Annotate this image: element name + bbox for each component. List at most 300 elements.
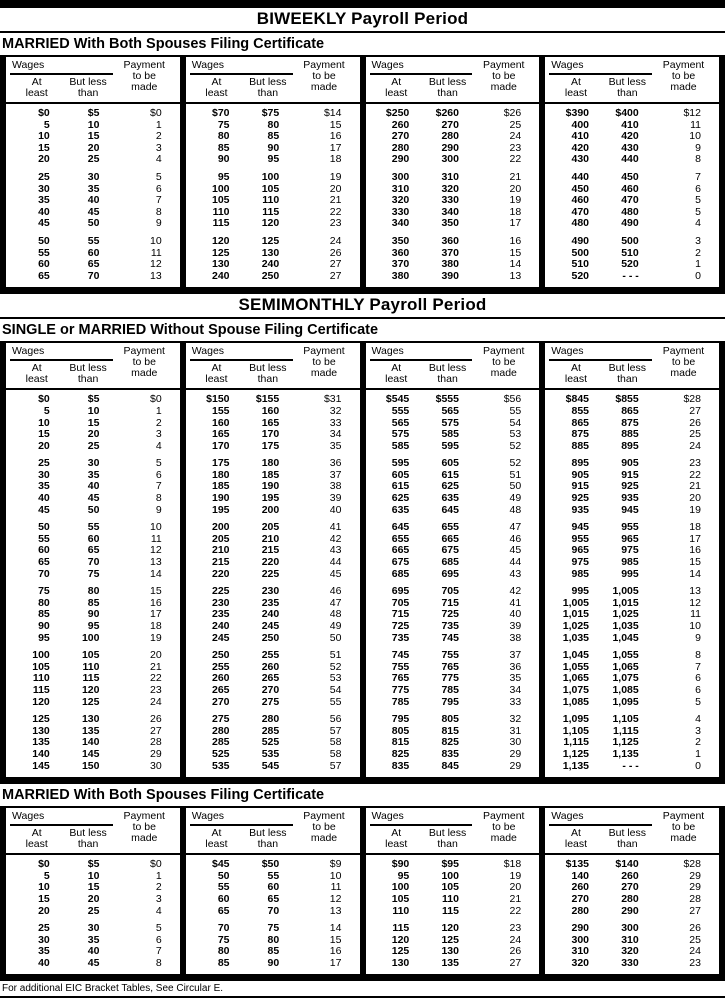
at-least-header-cell bbox=[370, 828, 423, 850]
wage-subheaders bbox=[190, 828, 293, 850]
but-less-value: 110 bbox=[262, 194, 280, 207]
row-block bbox=[549, 586, 715, 644]
wage-row bbox=[190, 259, 356, 271]
but-less-value: 120 bbox=[261, 217, 280, 230]
but-less-value: 340 bbox=[441, 205, 459, 218]
group-header bbox=[545, 808, 719, 855]
but-less-value: 245 bbox=[261, 620, 280, 632]
but-less-value: 775 bbox=[441, 672, 459, 685]
payroll-tables bbox=[0, 8, 725, 981]
wage-row bbox=[549, 697, 715, 709]
but-less-value: 60 bbox=[87, 246, 100, 259]
group-header bbox=[545, 343, 719, 390]
but-less-header: But less than bbox=[428, 76, 467, 99]
but-less-value: 65 bbox=[267, 892, 280, 905]
row-block bbox=[370, 236, 536, 282]
at-least-value: 705 bbox=[391, 596, 410, 609]
payment-value: 53 bbox=[509, 428, 522, 441]
wage-column-group bbox=[6, 808, 180, 974]
wage-row bbox=[10, 259, 176, 271]
row-block bbox=[370, 172, 536, 230]
but-less-value: 95 bbox=[87, 620, 100, 632]
payment-header: Payment to be made bbox=[303, 59, 345, 93]
at-least-value: 15 bbox=[38, 428, 50, 441]
payment-value: 23 bbox=[689, 457, 701, 470]
at-least-value: 80 bbox=[217, 130, 230, 143]
but-less-value: 500 bbox=[621, 234, 639, 247]
at-least-value: 105 bbox=[211, 194, 230, 207]
payment-value: 7 bbox=[155, 194, 162, 207]
but-less-value: 470 bbox=[621, 194, 639, 207]
at-least-value: 95 bbox=[217, 170, 230, 183]
but-less-value: 30 bbox=[87, 170, 100, 183]
wages-header: Wages bbox=[190, 811, 293, 826]
payment-value: 25 bbox=[509, 118, 522, 131]
at-least-value: 115 bbox=[212, 217, 230, 230]
but-less-value: $5 bbox=[87, 107, 100, 119]
payment-header: Payment to be made bbox=[483, 59, 525, 93]
at-least-value: 675 bbox=[391, 556, 410, 569]
payment-value: 2 bbox=[695, 246, 701, 259]
but-less-header-cell bbox=[63, 363, 112, 385]
but-less-value: 665 bbox=[441, 532, 459, 545]
payment-value: 42 bbox=[509, 585, 522, 598]
at-least-header: At least bbox=[564, 76, 588, 99]
but-less-value: 125 bbox=[81, 695, 100, 708]
payment-value: 29 bbox=[150, 747, 162, 760]
at-least-value: 155 bbox=[211, 404, 230, 417]
at-least-header: At least bbox=[25, 362, 48, 386]
but-less-value: 450 bbox=[621, 170, 639, 183]
payment-value: 3 bbox=[155, 892, 162, 905]
payment-value: 21 bbox=[509, 892, 522, 905]
at-least-value: 420 bbox=[571, 141, 590, 154]
wage-row bbox=[190, 894, 356, 906]
at-least-value: 40 bbox=[38, 956, 50, 969]
payment-value: 18 bbox=[329, 153, 342, 166]
payment-value: 11 bbox=[330, 881, 342, 894]
row-block bbox=[549, 650, 715, 708]
group-header bbox=[366, 343, 540, 390]
but-less-value: 925 bbox=[621, 480, 639, 493]
payment-value: 46 bbox=[329, 585, 342, 598]
period-title: SEMIMONTHLY Payroll Period bbox=[0, 294, 725, 319]
wage-row bbox=[10, 569, 176, 581]
wage-row bbox=[190, 195, 356, 207]
but-less-value: 1,035 bbox=[612, 620, 639, 632]
at-least-value: 270 bbox=[391, 130, 410, 143]
wage-row bbox=[370, 714, 536, 726]
but-less-value: 785 bbox=[441, 683, 459, 696]
wage-subheaders bbox=[549, 77, 652, 99]
but-less-value: 735 bbox=[441, 620, 459, 632]
at-least-value: 1,105 bbox=[562, 724, 590, 737]
wage-row bbox=[10, 172, 176, 184]
but-less-value: 130 bbox=[81, 713, 100, 726]
wage-subheaders bbox=[190, 363, 293, 385]
but-less-value: 745 bbox=[441, 631, 459, 644]
but-less-value: $75 bbox=[261, 107, 280, 119]
wage-row bbox=[370, 894, 536, 906]
but-less-value: 915 bbox=[621, 468, 639, 481]
payment-value: 48 bbox=[509, 503, 522, 516]
at-least-value: 1,085 bbox=[562, 695, 590, 708]
wage-column-group bbox=[6, 57, 180, 287]
but-less-value: 510 bbox=[621, 246, 639, 259]
but-less-value: 1,125 bbox=[612, 736, 639, 749]
row-block bbox=[190, 172, 356, 230]
at-least-value: 40 bbox=[38, 205, 50, 218]
group-header bbox=[6, 808, 180, 855]
payment-value: 12 bbox=[689, 596, 701, 609]
row-block bbox=[190, 923, 356, 969]
at-least-value: 85 bbox=[217, 956, 230, 969]
payment-value: 6 bbox=[155, 182, 162, 195]
wage-subheaders bbox=[370, 77, 473, 99]
wage-rows bbox=[366, 104, 540, 287]
but-less-value: 995 bbox=[621, 567, 639, 580]
payment-value: 10 bbox=[689, 130, 701, 143]
but-less-header: But less than bbox=[608, 76, 646, 99]
at-least-value: 230 bbox=[211, 596, 230, 609]
payment-value: 26 bbox=[689, 922, 701, 935]
but-less-value: 60 bbox=[87, 532, 100, 545]
at-least-value: 85 bbox=[217, 141, 230, 154]
at-least-value: 50 bbox=[217, 869, 230, 882]
at-least-value: 885 bbox=[571, 439, 590, 452]
payment-value: 17 bbox=[509, 217, 522, 230]
but-less-value: 20 bbox=[87, 141, 100, 154]
payment-value: 26 bbox=[150, 713, 162, 726]
wage-row bbox=[549, 923, 715, 935]
payment-value: 55 bbox=[329, 695, 342, 708]
wage-column-group bbox=[366, 343, 540, 777]
row-block bbox=[10, 108, 176, 166]
but-less-value: 320 bbox=[441, 182, 459, 195]
at-least-value: 250 bbox=[211, 649, 230, 662]
payment-value: 9 bbox=[155, 503, 162, 516]
group-header bbox=[366, 57, 540, 104]
payment-value: 13 bbox=[689, 585, 701, 598]
payment-value: 3 bbox=[695, 234, 701, 247]
payment-value: 34 bbox=[509, 683, 522, 696]
but-less-value: 265 bbox=[261, 672, 280, 685]
row-block bbox=[370, 714, 536, 772]
but-less-value: 1,135 bbox=[612, 747, 639, 760]
at-least-value: 795 bbox=[391, 713, 410, 726]
at-least-value: $390 bbox=[565, 107, 590, 119]
wage-row bbox=[370, 172, 536, 184]
but-less-value: 1,085 bbox=[612, 683, 639, 696]
at-least-value: 925 bbox=[571, 492, 590, 505]
but-less-header-cell bbox=[423, 363, 472, 385]
payment-value: 16 bbox=[329, 130, 342, 143]
wage-row bbox=[370, 621, 536, 633]
but-less-value: 210 bbox=[261, 532, 280, 545]
but-less-value: 460 bbox=[621, 182, 639, 195]
payment-value: 57 bbox=[329, 759, 342, 772]
but-less-value: 685 bbox=[441, 556, 459, 569]
wages-header-area bbox=[370, 60, 473, 99]
but-less-value: 45 bbox=[87, 956, 100, 969]
but-less-value: 440 bbox=[621, 153, 639, 166]
but-less-value: 905 bbox=[621, 457, 639, 470]
wage-row bbox=[370, 218, 536, 230]
but-less-value: 25 bbox=[87, 439, 100, 452]
payment-value: 11 bbox=[150, 532, 162, 545]
at-least-header-cell bbox=[10, 77, 63, 99]
at-least-value: 915 bbox=[571, 480, 590, 493]
but-less-value: 105 bbox=[81, 649, 100, 662]
wage-row bbox=[549, 761, 715, 773]
at-least-value: 240 bbox=[211, 269, 230, 282]
at-least-value: 190 bbox=[211, 492, 230, 505]
wage-row bbox=[370, 195, 536, 207]
at-least-value: 100 bbox=[32, 649, 50, 662]
at-least-value: 300 bbox=[571, 933, 590, 946]
wages-header-area bbox=[370, 811, 473, 850]
at-least-value: 775 bbox=[391, 683, 410, 696]
but-less-value: 150 bbox=[81, 759, 100, 772]
at-least-value: 170 bbox=[211, 439, 230, 452]
payment-header-cell bbox=[113, 60, 176, 93]
but-less-value: $5 bbox=[87, 393, 100, 406]
at-least-value: 125 bbox=[211, 246, 230, 259]
wage-row bbox=[10, 154, 176, 166]
but-less-value: 235 bbox=[261, 596, 280, 609]
at-least-value: 270 bbox=[571, 892, 590, 905]
payment-value: $9 bbox=[329, 858, 342, 871]
at-least-value: 965 bbox=[571, 544, 590, 557]
wage-rows bbox=[366, 855, 540, 974]
wage-row bbox=[190, 172, 356, 184]
but-less-value: 220 bbox=[261, 556, 280, 569]
at-least-value: 735 bbox=[391, 631, 410, 644]
payment-value: 13 bbox=[509, 269, 522, 282]
wage-row bbox=[190, 154, 356, 166]
payment-value: 10 bbox=[329, 869, 342, 882]
wage-row bbox=[190, 621, 356, 633]
but-less-value: 360 bbox=[441, 234, 459, 247]
at-least-value: 275 bbox=[211, 713, 230, 726]
payment-value: 14 bbox=[689, 567, 701, 580]
at-least-value: 120 bbox=[391, 933, 410, 946]
payment-value: 14 bbox=[329, 922, 342, 935]
payment-value: 39 bbox=[329, 492, 342, 505]
payment-value: 54 bbox=[329, 683, 342, 696]
but-less-value: 605 bbox=[441, 457, 459, 470]
payment-value: 54 bbox=[509, 416, 522, 429]
wage-rows bbox=[6, 855, 180, 974]
group-header bbox=[6, 57, 180, 104]
payment-value: 4 bbox=[695, 713, 701, 726]
at-least-value: $150 bbox=[206, 393, 230, 406]
at-least-value: $90 bbox=[391, 858, 410, 871]
payment-value: 8 bbox=[155, 492, 162, 505]
wage-row bbox=[190, 271, 356, 283]
payment-value: $14 bbox=[323, 107, 342, 119]
payment-value: 32 bbox=[329, 404, 342, 417]
wage-row bbox=[370, 505, 536, 517]
but-less-value: 725 bbox=[441, 608, 459, 621]
payment-value: 9 bbox=[695, 141, 701, 154]
payment-value: 16 bbox=[689, 544, 701, 557]
payment-value: 25 bbox=[689, 933, 701, 946]
at-least-value: 85 bbox=[38, 608, 50, 621]
wage-row bbox=[370, 906, 536, 918]
but-less-value: 370 bbox=[441, 246, 459, 259]
wage-row bbox=[10, 195, 176, 207]
but-less-value: 410 bbox=[621, 118, 639, 131]
at-least-value: 5 bbox=[43, 118, 50, 131]
at-least-value: 130 bbox=[211, 258, 230, 271]
at-least-value: 280 bbox=[391, 141, 410, 154]
but-less-value: 520 bbox=[621, 258, 639, 271]
payment-value: 16 bbox=[150, 596, 162, 609]
payment-value: 47 bbox=[509, 521, 522, 534]
at-least-value: 310 bbox=[571, 945, 590, 958]
but-less-value: 35 bbox=[87, 933, 100, 946]
payment-value: 21 bbox=[689, 480, 701, 493]
wages-header: Wages bbox=[10, 60, 113, 75]
payment-value: 5 bbox=[155, 922, 162, 935]
row-block bbox=[10, 923, 176, 969]
but-less-value: 90 bbox=[267, 956, 280, 969]
section-divider bbox=[0, 287, 725, 294]
wage-row bbox=[549, 218, 715, 230]
payment-value: 37 bbox=[509, 649, 522, 662]
at-least-value: 20 bbox=[38, 904, 50, 917]
wage-rows bbox=[186, 390, 360, 777]
but-less-value: 55 bbox=[87, 521, 100, 534]
wage-row bbox=[370, 749, 536, 761]
wage-row bbox=[549, 259, 715, 271]
row-block bbox=[549, 458, 715, 516]
payment-header: Payment to be made bbox=[483, 345, 525, 380]
payment-value: 11 bbox=[150, 246, 162, 259]
payment-value: $31 bbox=[323, 393, 342, 406]
at-least-value: 140 bbox=[32, 747, 50, 760]
payment-value: 9 bbox=[155, 217, 162, 230]
payment-value: 26 bbox=[689, 416, 701, 429]
payment-value: 32 bbox=[509, 713, 522, 726]
payment-value: 25 bbox=[689, 428, 701, 441]
wage-row bbox=[190, 429, 356, 441]
wage-row bbox=[370, 761, 536, 773]
wage-row bbox=[10, 906, 176, 918]
at-least-value: 130 bbox=[32, 724, 50, 737]
payment-value: 22 bbox=[150, 672, 162, 685]
at-least-header-cell bbox=[370, 77, 423, 99]
at-least-value: 25 bbox=[38, 457, 50, 470]
at-least-value: 280 bbox=[571, 904, 590, 917]
payment-value: 10 bbox=[689, 620, 701, 632]
payment-value: 23 bbox=[509, 922, 522, 935]
payment-value: 13 bbox=[329, 904, 342, 917]
row-block bbox=[370, 586, 536, 644]
at-least-value: 75 bbox=[217, 118, 230, 131]
payment-value: 52 bbox=[509, 439, 522, 452]
payment-value: 24 bbox=[329, 234, 342, 247]
but-less-value: 75 bbox=[267, 922, 280, 935]
but-less-value: $5 bbox=[87, 858, 100, 871]
wage-row bbox=[370, 406, 536, 418]
at-least-value: 835 bbox=[391, 759, 410, 772]
but-less-value: 865 bbox=[621, 404, 639, 417]
payment-value: 13 bbox=[150, 556, 162, 569]
but-less-value: 310 bbox=[621, 933, 639, 946]
at-least-value: 10 bbox=[38, 130, 50, 143]
row-block bbox=[190, 458, 356, 516]
wage-column-group bbox=[545, 808, 719, 974]
wages-header-area bbox=[190, 811, 293, 850]
payment-value: 3 bbox=[155, 141, 162, 154]
payment-value: 9 bbox=[695, 631, 701, 644]
wage-row bbox=[549, 505, 715, 517]
but-less-value: 480 bbox=[621, 205, 639, 218]
at-least-value: 185 bbox=[211, 480, 230, 493]
but-less-value: 875 bbox=[621, 416, 639, 429]
wages-header-area bbox=[190, 60, 293, 99]
wage-row bbox=[190, 859, 356, 871]
payment-value: $0 bbox=[150, 393, 162, 406]
but-less-header: But less than bbox=[69, 362, 107, 386]
wage-row bbox=[190, 633, 356, 645]
wage-row bbox=[370, 271, 536, 283]
at-least-value: 125 bbox=[391, 945, 410, 958]
payment-value: 39 bbox=[509, 620, 522, 632]
payment-value: 46 bbox=[509, 532, 522, 545]
at-least-value: 665 bbox=[391, 544, 410, 557]
payment-value: 24 bbox=[689, 945, 701, 958]
wage-row bbox=[370, 557, 536, 569]
payment-value: 1 bbox=[695, 258, 701, 271]
at-least-value: 95 bbox=[397, 869, 410, 882]
payment-value: 5 bbox=[695, 194, 701, 207]
payment-value: 7 bbox=[695, 660, 701, 673]
payment-value: 7 bbox=[695, 170, 701, 183]
but-less-value: 975 bbox=[621, 544, 639, 557]
payment-value: 55 bbox=[509, 404, 522, 417]
footnote: For additional EIC Bracket Tables, See Circular E. bbox=[0, 981, 725, 998]
wages-header: Wages bbox=[549, 811, 652, 826]
payment-value: 56 bbox=[329, 713, 342, 726]
at-least-value: 35 bbox=[38, 480, 50, 493]
payment-value: 52 bbox=[329, 660, 342, 673]
wage-row bbox=[549, 406, 715, 418]
payment-header: Payment to be made bbox=[483, 810, 525, 845]
payment-value: 8 bbox=[155, 205, 162, 218]
payment-value: 21 bbox=[509, 170, 522, 183]
but-less-value: 140 bbox=[81, 736, 100, 749]
wage-rows bbox=[366, 390, 540, 777]
but-less-header: But less than bbox=[249, 362, 287, 386]
payment-value: 16 bbox=[329, 945, 342, 958]
at-least-value: 120 bbox=[32, 695, 50, 708]
payment-value: 35 bbox=[509, 672, 522, 685]
payment-value: 1 bbox=[155, 404, 162, 417]
but-less-value: 35 bbox=[87, 468, 100, 481]
but-less-value: 705 bbox=[441, 585, 459, 598]
payment-value: 31 bbox=[509, 724, 522, 737]
payment-value: 40 bbox=[509, 608, 522, 621]
payment-value: 40 bbox=[329, 503, 342, 516]
payment-value: 4 bbox=[155, 439, 162, 452]
at-least-value: 855 bbox=[571, 404, 590, 417]
but-less-value: 1,095 bbox=[612, 695, 639, 708]
but-less-value: 815 bbox=[441, 724, 459, 737]
but-less-value: 835 bbox=[441, 747, 459, 760]
